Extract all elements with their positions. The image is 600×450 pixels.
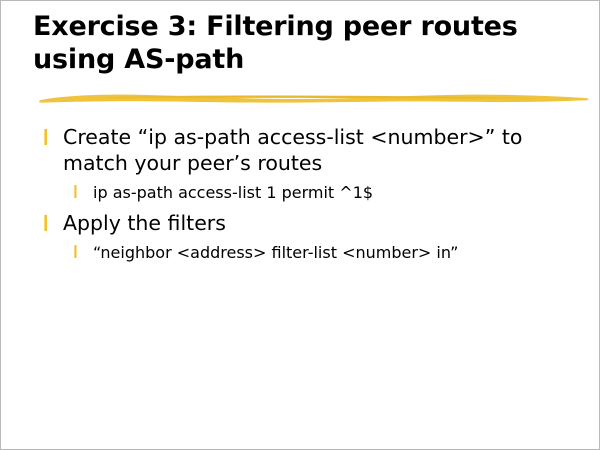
list-item	[37, 183, 582, 204]
bullet-marker-icon: ❙	[70, 183, 81, 199]
list-item	[37, 125, 582, 177]
brush-stroke-icon	[37, 89, 593, 107]
list-item-text: Apply the filters	[63, 211, 226, 236]
page-title: Exercise 3: Filtering peer routes using AS-path	[33, 11, 518, 75]
list-item-text: ip as-path access-list 1 permit ^1$	[93, 182, 374, 202]
bullet-marker-icon: ❙	[39, 126, 53, 145]
list-item	[37, 211, 582, 237]
body-content	[37, 125, 582, 265]
list-item-text: “neighbor <address> filter-list <number> in”	[93, 243, 459, 263]
list-item	[37, 243, 582, 264]
spacer	[37, 204, 582, 211]
title-divider	[37, 89, 593, 107]
list-item-text: Create “ip as-path access-list <number>” to match your peer’s routes	[63, 125, 523, 175]
bullet-marker-icon: ❙	[39, 212, 53, 232]
bullet-marker-icon: ❙	[70, 244, 81, 260]
title-block	[33, 11, 573, 77]
